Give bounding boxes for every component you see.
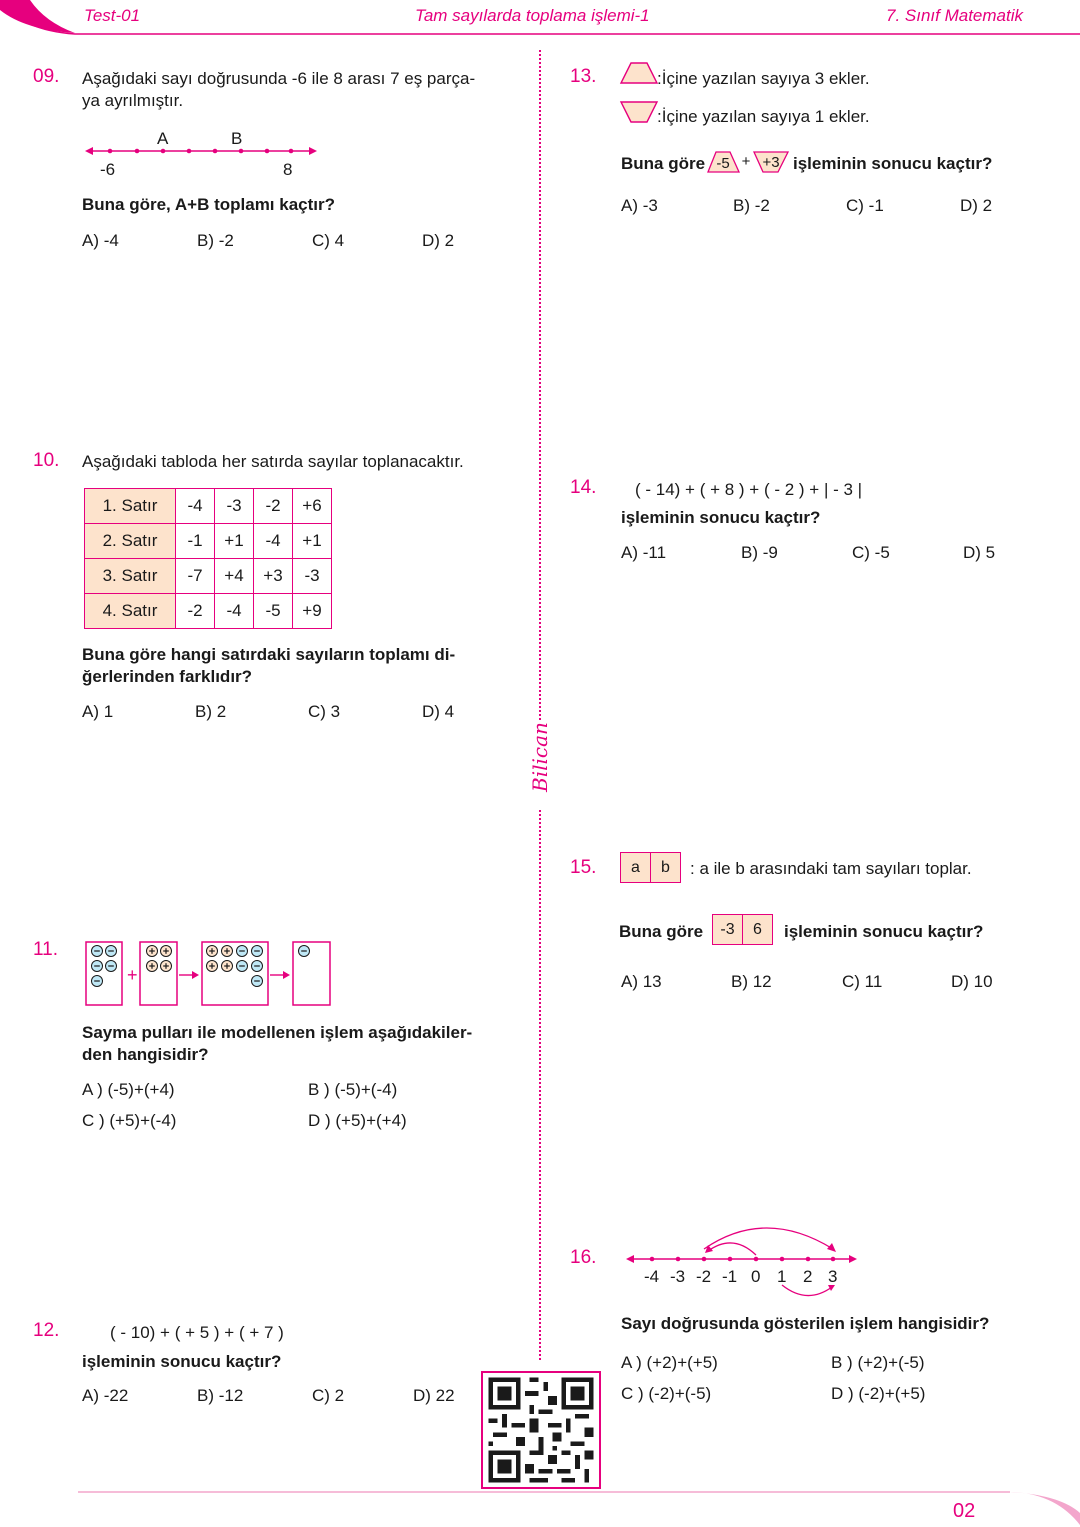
table-row (85, 489, 332, 524)
q14-option-b[interactable]: B) -9 (741, 543, 778, 562)
q13-option-d[interactable]: D) 2 (960, 196, 993, 215)
q15-option-b[interactable]: B) 12 (731, 972, 772, 991)
q10-option-a[interactable]: A) 1 (82, 702, 114, 721)
q09-option-d[interactable]: D) 2 (422, 231, 455, 250)
q13-option-b[interactable]: B) -2 (733, 196, 770, 215)
q16-tick: 3 (828, 1267, 838, 1286)
q15-number: 15. (570, 857, 597, 878)
q13-trapezoid-down-icon (619, 100, 659, 124)
q12-number: 12. (33, 1320, 60, 1341)
table-cell: -4 (254, 524, 293, 559)
q09-label-a: A (157, 129, 169, 148)
q09-tick-left: -6 (100, 160, 116, 179)
q15-box-b: b (651, 852, 681, 883)
q16-tick: -3 (670, 1267, 686, 1286)
table-cell: -2 (176, 594, 215, 629)
column-divider-bottom (539, 810, 541, 1360)
q13-question-suffix: işleminin sonucu kaçtır? (793, 154, 993, 173)
q15-box-a: a (620, 852, 651, 883)
q10-option-b[interactable]: B) 2 (195, 702, 227, 721)
q13-question-prefix: Buna göre (621, 154, 706, 173)
q14-expression: ( - 14) + ( + 8 ) + ( - 2 ) + | - 3 | (635, 480, 863, 499)
table-row (85, 559, 332, 594)
q11-question-line1: Sayma pulları ile modellenen işlem aşağıdakiler- (82, 1023, 473, 1042)
q09-option-a[interactable]: A) -4 (82, 231, 119, 250)
q11-question-line2: den hangisidir? (82, 1045, 209, 1064)
q12-option-c[interactable]: C) 2 (312, 1386, 345, 1405)
q16-tick: 2 (803, 1267, 813, 1286)
q13-rule2: :İçine yazılan sayıya 1 ekler. (657, 107, 870, 126)
table-row (85, 524, 332, 559)
row-label: 1. Satır (85, 489, 176, 524)
q15-box-1: -3 (712, 914, 743, 945)
q16-tick: -1 (722, 1267, 738, 1286)
q13-option-c[interactable]: C) -1 (846, 196, 884, 215)
q10-question-line1: Buna göre hangi satırdaki sayıların toplamı di- (82, 645, 456, 664)
table-cell: -3 (293, 559, 332, 594)
q09-label-b: B (231, 129, 243, 148)
row-label: 2. Satır (85, 524, 176, 559)
q15-rule: : a ile b arasındaki tam sayıları toplar. (690, 859, 972, 878)
q13-rule1: :İçine yazılan sayıya 3 ekler. (657, 69, 870, 88)
page-number: 02 (953, 1500, 976, 1522)
table-cell: +3 (254, 559, 293, 594)
table-cell: -7 (176, 559, 215, 594)
q16-tick: 0 (751, 1267, 761, 1286)
q16-number-line (625, 1215, 865, 1305)
table-cell: +9 (293, 594, 332, 629)
q12-question: işleminin sonucu kaçtır? (82, 1352, 282, 1371)
q14-option-a[interactable]: A) -11 (621, 543, 667, 562)
q12-option-a[interactable]: A) -22 (82, 1386, 129, 1405)
q16-option-c[interactable]: C ) (-2)+(-5) (621, 1384, 712, 1403)
q09-tick-right: 8 (283, 160, 293, 179)
q11-number: 11. (33, 939, 59, 960)
header-title: Tam sayılarda toplama işlemi-1 (415, 6, 650, 25)
brand-logo: Bilican (528, 722, 552, 792)
q15-rule-boxes (620, 852, 681, 883)
q16-tick: -2 (696, 1267, 712, 1286)
table-cell: +6 (293, 489, 332, 524)
table-cell: +1 (215, 524, 254, 559)
q14-question: işleminin sonucu kaçtır? (621, 508, 821, 527)
table-cell: +1 (293, 524, 332, 559)
table-cell: -2 (254, 489, 293, 524)
header-subject: 7. Sınıf Matematik (886, 6, 1023, 25)
q15-option-c[interactable]: C) 11 (842, 972, 883, 991)
q11-option-d[interactable]: D ) (+5)+(+4) (308, 1111, 407, 1130)
q16-option-b[interactable]: B ) (+2)+(-5) (831, 1353, 925, 1372)
q09-option-b[interactable]: B) -2 (197, 231, 234, 250)
q13-shape2-value: +3 (762, 154, 780, 171)
table-cell: +4 (215, 559, 254, 594)
q15-option-a[interactable]: A) 13 (621, 972, 662, 991)
q16-tick: -4 (644, 1267, 660, 1286)
q10-question-line2: ğerlerinden farklıdır? (82, 667, 253, 686)
q09-text-line2: ya ayrılmıştır. (82, 91, 184, 110)
q12-expression: ( - 10) + ( + 5 ) + ( + 7 ) (110, 1323, 284, 1342)
q13-plus: + (741, 153, 751, 170)
q10-option-d[interactable]: D) 4 (422, 702, 455, 721)
q11-plus-sign: + (127, 965, 138, 985)
q11-option-a[interactable]: A ) (-5)+(+4) (82, 1080, 175, 1099)
table-cell: -3 (215, 489, 254, 524)
q15-question-boxes (712, 914, 773, 945)
row-label: 4. Satır (85, 594, 176, 629)
q16-question: Sayı doğrusunda gösterilen işlem hangisidir? (621, 1314, 990, 1333)
table-cell: -1 (176, 524, 215, 559)
qr-code[interactable] (481, 1371, 601, 1489)
footer-decoration (0, 1485, 1080, 1527)
q13-shape-expression (706, 149, 792, 175)
header-test: Test-01 (84, 6, 141, 25)
q09-text-line1: Aşağıdaki sayı doğrusunda -6 ile 8 arası 7 eş parça- (82, 69, 476, 88)
q15-option-d[interactable]: D) 10 (951, 972, 993, 991)
q16-option-a[interactable]: A ) (+2)+(+5) (621, 1353, 718, 1372)
q14-option-d[interactable]: D) 5 (963, 543, 996, 562)
q11-counter-model (82, 938, 337, 1010)
q16-option-d[interactable]: D ) (-2)+(+5) (831, 1384, 926, 1403)
q11-option-b[interactable]: B ) (-5)+(-4) (308, 1080, 398, 1099)
q16-number: 16. (570, 1247, 597, 1268)
q13-shape1-value: -5 (716, 155, 730, 172)
q15-question-prefix: Buna göre (619, 922, 704, 941)
q15-box-2: 6 (743, 914, 773, 945)
column-divider-top (539, 50, 541, 720)
table-row (85, 594, 332, 629)
q16-tick: 1 (777, 1267, 787, 1286)
q14-option-c[interactable]: C) -5 (852, 543, 890, 562)
q12-option-b[interactable]: B) -12 (197, 1386, 244, 1405)
q14-number: 14. (570, 477, 597, 498)
q09-question: Buna göre, A+B toplamı kaçtır? (82, 195, 335, 214)
q10-number: 10. (33, 450, 60, 471)
q09-number: 09. (33, 66, 60, 87)
q09-option-c[interactable]: C) 4 (312, 231, 345, 250)
q12-option-d[interactable]: D) 22 (413, 1386, 455, 1405)
q13-trapezoid-up-icon (619, 61, 659, 85)
q10-option-c[interactable]: C) 3 (308, 702, 341, 721)
table-cell: -5 (254, 594, 293, 629)
q09-number-line (85, 143, 320, 159)
table-cell: -4 (176, 489, 215, 524)
q10-text: Aşağıdaki tabloda her satırda sayılar toplanacaktır. (82, 452, 464, 471)
q11-option-c[interactable]: C ) (+5)+(-4) (82, 1111, 177, 1130)
q15-question-suffix: işleminin sonucu kaçtır? (784, 922, 984, 941)
table-cell: -4 (215, 594, 254, 629)
row-label: 3. Satır (85, 559, 176, 594)
q13-number: 13. (570, 66, 597, 87)
q13-option-a[interactable]: A) -3 (621, 196, 658, 215)
q10-table (84, 488, 332, 629)
